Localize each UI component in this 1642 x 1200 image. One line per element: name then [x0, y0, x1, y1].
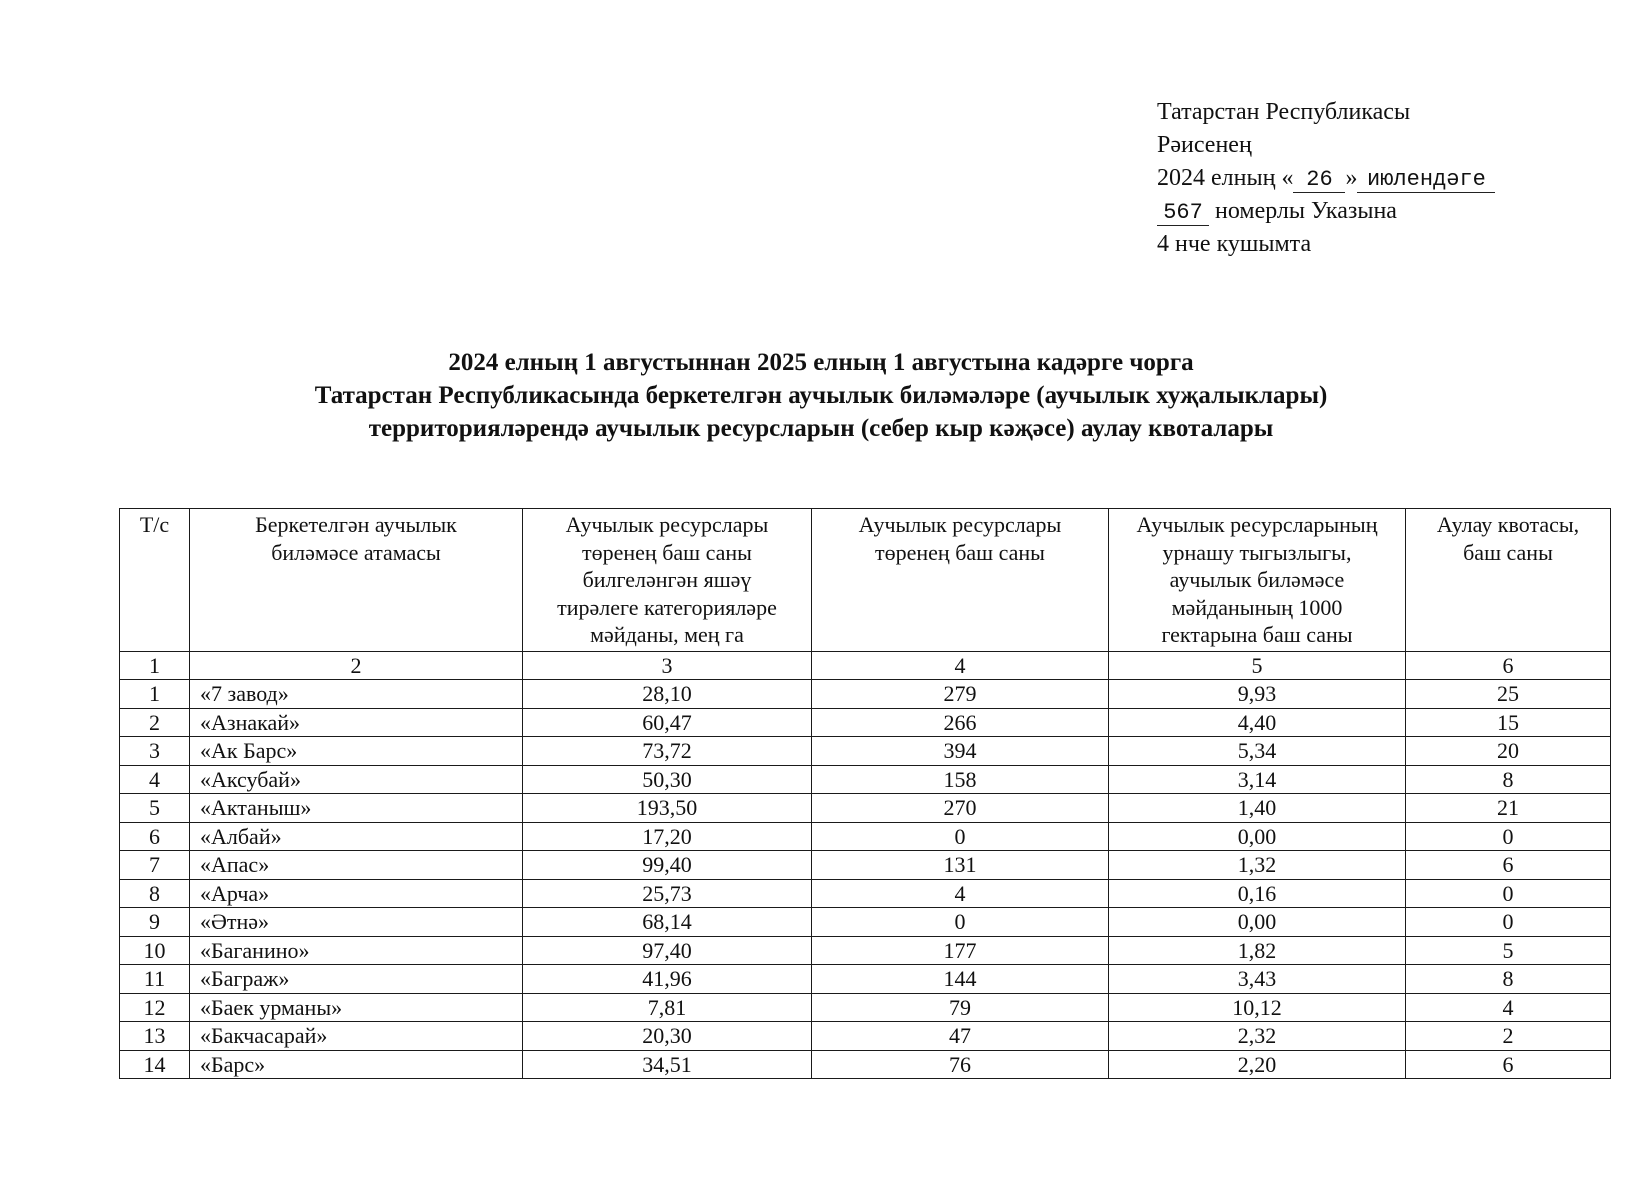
cell-area: 17,20 — [523, 822, 812, 851]
header-cell — [1109, 509, 1406, 652]
cell-serial: 4 — [120, 765, 190, 794]
cell-serial: 5 — [120, 794, 190, 823]
cell-density: 2,32 — [1109, 1022, 1406, 1051]
cell-serial: 10 — [120, 936, 190, 965]
cell-count: 79 — [812, 993, 1109, 1022]
cell-density: 1,82 — [1109, 936, 1406, 965]
annex-line-head: Рәисенең — [1157, 132, 1252, 158]
cell-quota: 6 — [1406, 1050, 1611, 1079]
cell-name: «Баганино» — [190, 936, 523, 965]
cell-area: 68,14 — [523, 908, 812, 937]
cell-name: «Баек урманы» — [190, 993, 523, 1022]
annex-date-day: 26 — [1293, 168, 1345, 193]
cell-quota: 21 — [1406, 794, 1611, 823]
annex-line-decree — [1157, 195, 1495, 228]
table-row — [120, 936, 1611, 965]
cell-quota: 8 — [1406, 965, 1611, 994]
cell-serial: 6 — [120, 822, 190, 851]
cell-name: «Аксубай» — [190, 765, 523, 794]
header-quota: Аулау квотасы, баш саны — [1436, 512, 1580, 565]
cell-density: 1,32 — [1109, 851, 1406, 880]
cell-count: 0 — [812, 908, 1109, 937]
table-row — [120, 765, 1611, 794]
title-line-3: территорияләрендә аучылык ресурсларын (себер кыр кәҗәсе) аулау квоталары — [368, 415, 1274, 442]
cell-density: 0,16 — [1109, 879, 1406, 908]
column-number-cell: 3 — [523, 651, 812, 680]
table-row — [120, 879, 1611, 908]
annex-date-month: июлендәге — [1357, 168, 1495, 193]
header-cell — [190, 509, 523, 652]
table-row — [120, 708, 1611, 737]
cell-serial: 1 — [120, 680, 190, 709]
title-line-1: 2024 елның 1 августыннан 2025 елның 1 августына кадәрге чорга — [448, 349, 1194, 376]
cell-quota: 0 — [1406, 908, 1611, 937]
cell-serial: 12 — [120, 993, 190, 1022]
cell-serial: 14 — [120, 1050, 190, 1079]
cell-area: 73,72 — [523, 737, 812, 766]
table-row — [120, 908, 1611, 937]
table-row — [120, 851, 1611, 880]
table-row — [120, 1050, 1611, 1079]
cell-area: 20,30 — [523, 1022, 812, 1051]
cell-density: 0,00 — [1109, 822, 1406, 851]
cell-density: 4,40 — [1109, 708, 1406, 737]
cell-area: 60,47 — [523, 708, 812, 737]
table-row — [120, 680, 1611, 709]
cell-density: 10,12 — [1109, 993, 1406, 1022]
cell-area: 50,30 — [523, 765, 812, 794]
cell-count: 47 — [812, 1022, 1109, 1051]
annex-line-appendix: 4 нче кушымта — [1157, 231, 1312, 257]
cell-name: «Апас» — [190, 851, 523, 880]
table-row — [120, 737, 1611, 766]
table-row — [120, 993, 1611, 1022]
annex-decree-suffix: номерлы Указына — [1215, 198, 1397, 224]
column-number-cell: 4 — [812, 651, 1109, 680]
document-title — [0, 346, 1642, 445]
cell-name: «Арча» — [190, 879, 523, 908]
cell-area: 28,10 — [523, 680, 812, 709]
cell-count: 270 — [812, 794, 1109, 823]
cell-name: «Баграж» — [190, 965, 523, 994]
header-cell — [120, 509, 190, 652]
column-number-cell: 5 — [1109, 651, 1406, 680]
cell-name: «Әтнә» — [190, 908, 523, 937]
cell-serial: 9 — [120, 908, 190, 937]
cell-count: 266 — [812, 708, 1109, 737]
cell-quota: 15 — [1406, 708, 1611, 737]
cell-name: «Ак Барс» — [190, 737, 523, 766]
cell-name: «Албай» — [190, 822, 523, 851]
cell-quota: 5 — [1406, 936, 1611, 965]
cell-count: 4 — [812, 879, 1109, 908]
annex-line-republic: Татарстан Республикасы — [1157, 99, 1411, 125]
header-cell — [812, 509, 1109, 652]
cell-density: 2,20 — [1109, 1050, 1406, 1079]
cell-area: 25,73 — [523, 879, 812, 908]
cell-quota: 6 — [1406, 851, 1611, 880]
cell-count: 177 — [812, 936, 1109, 965]
cell-count: 131 — [812, 851, 1109, 880]
annex-date-prefix: 2024 елның « — [1157, 165, 1294, 191]
cell-density: 1,40 — [1109, 794, 1406, 823]
table-header-row — [120, 509, 1611, 652]
cell-serial: 11 — [120, 965, 190, 994]
header-area: Аучылык ресурслары төренең баш саны билгеләнгән яшәү тирәлеге категорияләре мәйданы, мең га — [557, 512, 777, 647]
column-number-row — [120, 651, 1611, 680]
cell-density: 3,43 — [1109, 965, 1406, 994]
cell-quota: 0 — [1406, 822, 1611, 851]
table-row — [120, 822, 1611, 851]
cell-name: «Азнакай» — [190, 708, 523, 737]
header-name: Беркетелгән аучылык биләмәсе атамасы — [255, 512, 457, 565]
cell-serial: 2 — [120, 708, 190, 737]
cell-quota: 2 — [1406, 1022, 1611, 1051]
cell-count: 76 — [812, 1050, 1109, 1079]
table-row — [120, 794, 1611, 823]
cell-name: «Актаныш» — [190, 794, 523, 823]
quota-table — [119, 508, 1611, 1079]
cell-name: «Барс» — [190, 1050, 523, 1079]
header-cell — [523, 509, 812, 652]
cell-count: 279 — [812, 680, 1109, 709]
column-number-cell: 6 — [1406, 651, 1611, 680]
table-row — [120, 965, 1611, 994]
cell-quota: 0 — [1406, 879, 1611, 908]
annex-date-mid: » — [1345, 165, 1358, 191]
cell-quota: 8 — [1406, 765, 1611, 794]
cell-serial: 13 — [120, 1022, 190, 1051]
cell-area: 41,96 — [523, 965, 812, 994]
cell-density: 5,34 — [1109, 737, 1406, 766]
cell-area: 34,51 — [523, 1050, 812, 1079]
annex-decree-number: 567 — [1157, 201, 1209, 226]
cell-area: 7,81 — [523, 993, 812, 1022]
cell-serial: 8 — [120, 879, 190, 908]
cell-density: 3,14 — [1109, 765, 1406, 794]
cell-serial: 7 — [120, 851, 190, 880]
cell-count: 144 — [812, 965, 1109, 994]
cell-density: 9,93 — [1109, 680, 1406, 709]
table-row — [120, 1022, 1611, 1051]
column-number-cell: 1 — [120, 651, 190, 680]
header-cell — [1406, 509, 1611, 652]
cell-quota: 4 — [1406, 993, 1611, 1022]
header-count: Аучылык ресурслары төренең баш саны — [858, 512, 1062, 565]
cell-area: 99,40 — [523, 851, 812, 880]
cell-area: 97,40 — [523, 936, 812, 965]
annex-block — [1157, 96, 1495, 261]
cell-name: «7 завод» — [190, 680, 523, 709]
table-body — [120, 651, 1611, 1079]
cell-serial: 3 — [120, 737, 190, 766]
cell-count: 158 — [812, 765, 1109, 794]
cell-quota: 25 — [1406, 680, 1611, 709]
cell-count: 394 — [812, 737, 1109, 766]
cell-quota: 20 — [1406, 737, 1611, 766]
cell-count: 0 — [812, 822, 1109, 851]
column-number-cell: 2 — [190, 651, 523, 680]
title-line-2: Татарстан Республикасында беркетелгән аучылык биләмәләре (аучылык хуҗалыклары) — [314, 382, 1328, 409]
cell-density: 0,00 — [1109, 908, 1406, 937]
header-serial: Т/с — [139, 512, 170, 537]
cell-name: «Бакчасарай» — [190, 1022, 523, 1051]
cell-area: 193,50 — [523, 794, 812, 823]
header-density: Аучылык ресурсларының урнашу тыгызлыгы, аучылык биләмәсе мәйданының 1000 гектарына баш саны — [1136, 512, 1378, 647]
annex-line-date — [1157, 162, 1495, 195]
